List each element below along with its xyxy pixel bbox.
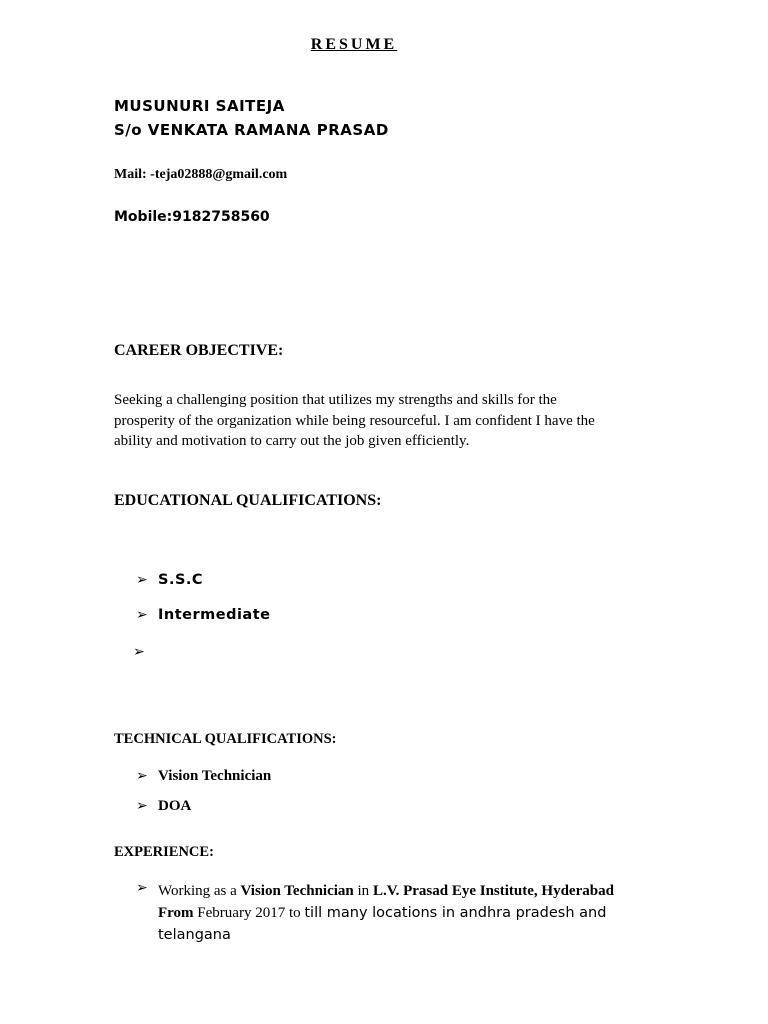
experience-line-3: telangana bbox=[158, 927, 231, 943]
objective-line: ability and motivation to carry out the job given efficiently. bbox=[114, 433, 470, 449]
arrow-bullet-icon: ➢ bbox=[136, 572, 148, 588]
candidate-relation: S/o VENKATA RAMANA PRASAD bbox=[114, 121, 389, 139]
education-item-label: S.S.C bbox=[158, 572, 204, 588]
education-item bbox=[136, 607, 270, 623]
experience-organization: L.V. Prasad Eye Institute, Hyderabad bbox=[372, 883, 614, 899]
education-item-label: Intermediate bbox=[158, 607, 271, 623]
experience-role: Vision Technician bbox=[240, 883, 354, 899]
arrow-bullet-icon: ➢ bbox=[136, 607, 148, 623]
technical-item bbox=[136, 768, 271, 785]
career-objective-heading: CAREER OBJECTIVE: bbox=[114, 342, 284, 359]
experience-heading: EXPERIENCE: bbox=[114, 844, 214, 860]
education-item bbox=[133, 644, 155, 660]
experience-line-2 bbox=[158, 902, 614, 924]
experience-locations: till many locations in andhra pradesh and bbox=[304, 905, 607, 921]
resume-title: RESUME bbox=[310, 36, 398, 53]
candidate-name: MUSUNURI SAITEJA bbox=[114, 97, 285, 115]
objective-line: Seeking a challenging position that utilizes my strengths and skills for the bbox=[114, 392, 557, 408]
technical-item-label: Vision Technician bbox=[158, 768, 272, 784]
mobile-line: Mobile:9182758560 bbox=[114, 209, 270, 225]
objective-line: prosperity of the organization while being resourceful. I am confident I have the bbox=[114, 412, 595, 429]
arrow-bullet-icon: ➢ bbox=[133, 644, 145, 660]
arrow-bullet-icon: ➢ bbox=[136, 768, 148, 784]
education-heading: EDUCATIONAL QUALIFICATIONS: bbox=[114, 492, 382, 509]
arrow-bullet-icon: ➢ bbox=[136, 880, 148, 896]
mail-line: Mail: -teja02888@gmail.com bbox=[114, 167, 288, 182]
career-objective-text bbox=[114, 390, 658, 452]
technical-item bbox=[136, 798, 191, 815]
education-item bbox=[136, 572, 203, 588]
experience-item bbox=[136, 880, 696, 946]
arrow-bullet-icon: ➢ bbox=[136, 798, 148, 814]
technical-heading: TECHNICAL QUALIFICATIONS: bbox=[114, 731, 337, 747]
technical-item-label: DOA bbox=[158, 798, 192, 814]
experience-from: From bbox=[158, 905, 194, 921]
experience-line-1: Working as a Vision Technician in L.V. Prasad Eye Institute, Hyderabad bbox=[158, 883, 614, 899]
experience-date: February 2017 to bbox=[193, 905, 305, 921]
